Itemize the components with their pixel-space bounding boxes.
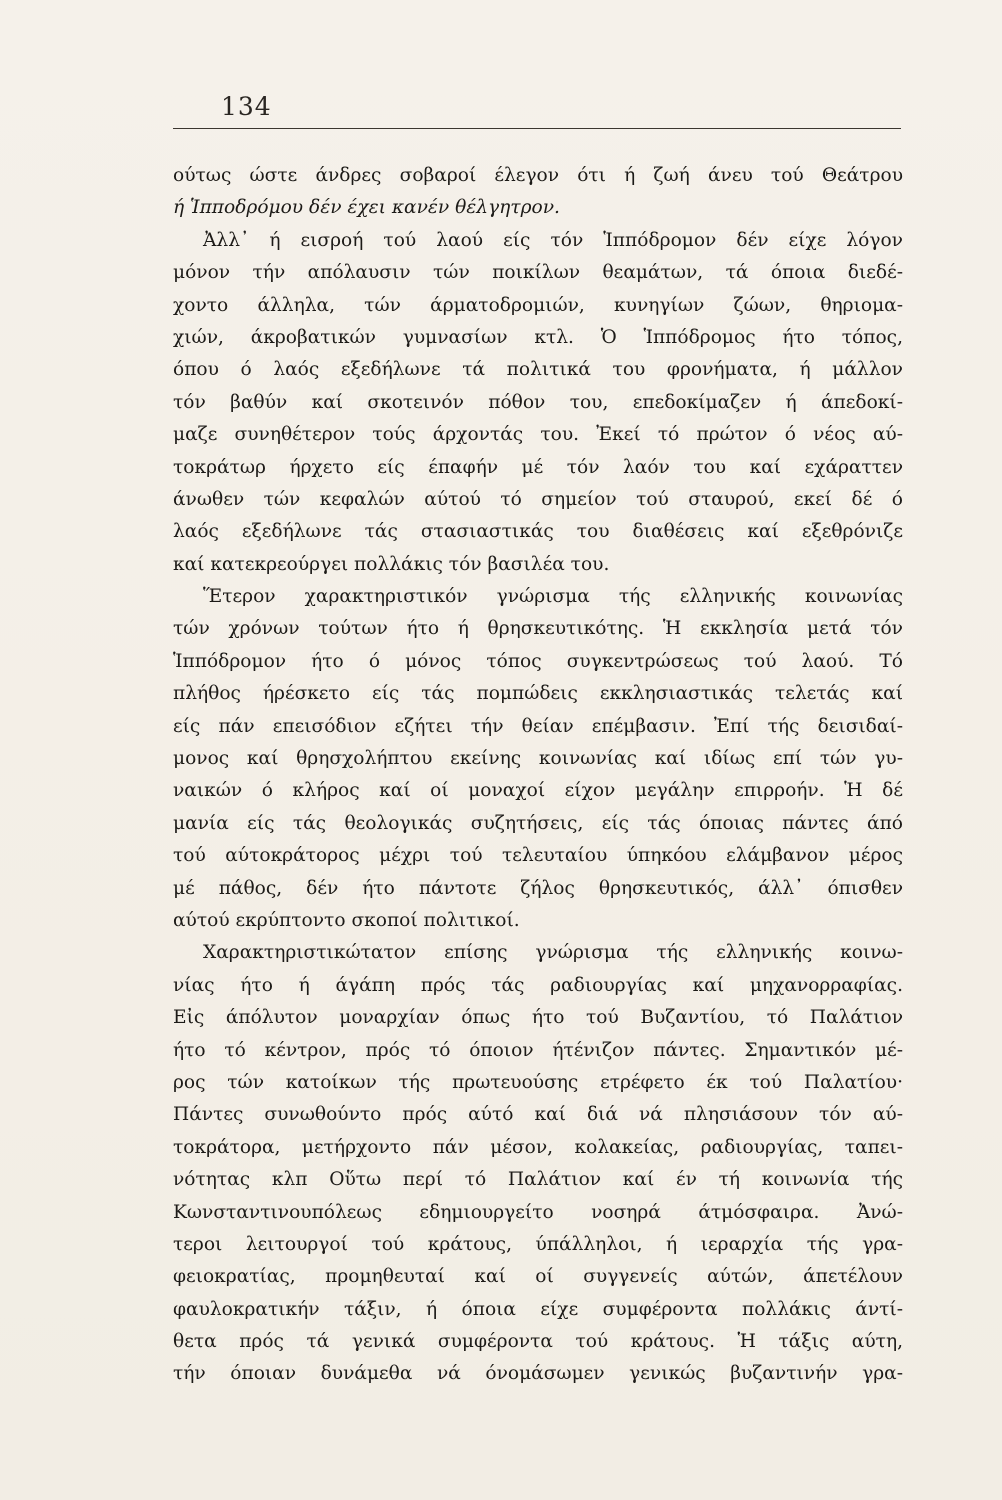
text-line: ή Ἱπποδρόμου δέν έχει κανέν θέλγητρον. bbox=[173, 197, 560, 219]
body-text bbox=[173, 160, 903, 1391]
text-line: νότητας κλπ Οὕτω περί τό Παλάτιον καί έν τή κοινωνία τής bbox=[173, 1169, 903, 1191]
text-line: ούτως ώστε άνδρες σοβαροί έλεγον ότι ή ζωή άνευ τού Θεάτρου bbox=[173, 165, 903, 186]
text-line: καί κατεκρεούργει πολλάκις τόν βασιλέα του. bbox=[173, 553, 610, 575]
text-line: ήτο τό κέντρον, πρός τό όποιον ήτένιζον πάντες. Σημαντικόν μέ- bbox=[173, 1039, 903, 1061]
text-line: μονος καί θρησχολήπτου εκείνης κοινωνίας καί ιδίως επί τών γυ- bbox=[173, 748, 903, 770]
text-line: Πάντες συνωθούντο πρός αύτό καί διά νά πλησιάσουν τόν αύ- bbox=[173, 1104, 903, 1126]
text-line: λαός εξεδήλωνε τάς στασιαστικάς του διαθέσεις καί εξεθρόνιζε bbox=[173, 521, 903, 543]
text-line: τεροι λειτουργοί τού κράτους, ύπάλληλοι, ή ιεραρχία τής γρα- bbox=[173, 1233, 903, 1255]
text-line: φειοκρατίας, προμηθευταί καί οί συγγενείς αύτών, άπετέλουν bbox=[173, 1266, 903, 1288]
text-line: Ἱππόδρομον ήτο ό μόνος τόπος συγκεντρώσεως τού λαού. Τό bbox=[173, 650, 903, 672]
text-line: τοκράτορα, μετήρχοντο πάν μέσον, κολακείας, ραδιουργίας, ταπει- bbox=[173, 1136, 903, 1158]
text-line: φαυλοκρατικήν τάξιν, ή όποια είχε συμφέροντα πολλάκις άντί- bbox=[173, 1298, 903, 1320]
page-number: 134 bbox=[221, 92, 272, 121]
header-rule bbox=[173, 128, 901, 129]
text-line: θετα πρός τά γενικά συμφέροντα τού κράτους. Ἡ τάξις αύτη, bbox=[173, 1331, 903, 1353]
text-line: Εἰς άπόλυτον μοναρχίαν όπως ήτο τού Βυζαντίου, τό Παλάτιον bbox=[173, 1007, 903, 1029]
text-line: μαζε συνηθέτερον τούς άρχοντάς του. Ἐκεί τό πρώτον ό νέος αύ- bbox=[173, 424, 903, 446]
text-line: τόν βαθύν καί σκοτεινόν πόθον του, επεδοκίμαζεν ή άπεδοκί- bbox=[173, 391, 903, 413]
text-line: τών χρόνων τούτων ήτο ή θρησκευτικότης. Ἡ εκκλησία μετά τόν bbox=[173, 618, 903, 640]
text-line: ναικών ό κλήρος καί οί μοναχοί είχον μεγάλην επιρροήν. Ἡ δέ bbox=[173, 780, 903, 802]
text-line: μανία είς τάς θεολογικάς συζητήσεις, είς τάς όποιας πάντες άπό bbox=[173, 812, 903, 834]
text-line: νίας ήτο ή άγάπη πρός τάς ραδιουργίας καί μηχανορραφίας. bbox=[173, 974, 903, 996]
text-line: τήν όποιαν δυνάμεθα νά όνομάσωμεν γενικώς βυζαντινήν γρα- bbox=[173, 1363, 903, 1385]
text-line: Ἕτερον χαρακτηριστικόν γνώρισμα τής ελληνικής κοινωνίας bbox=[203, 586, 903, 608]
text-line: όπου ό λαός εξεδήλωνε τά πολιτικά του φρονήματα, ή μάλλον bbox=[173, 359, 903, 381]
text-line: χιών, άκροβατικών γυμνασίων κτλ. Ὁ Ἱππόδρομος ήτο τόπος, bbox=[173, 326, 903, 348]
text-line: Κωνσταντινουπόλεως εδημιουργείτο νοσηρά άτμόσφαιρα. Ἀνώ- bbox=[173, 1201, 903, 1223]
text-line: τοκράτωρ ήρχετο είς έπαφήν μέ τόν λαόν του καί εχάραττεν bbox=[173, 456, 903, 478]
text-line: τού αύτοκράτορος μέχρι τού τελευταίου ύπηκόου ελάμβανον μέρος bbox=[173, 845, 903, 867]
text-line: είς πάν επεισόδιον εζήτει τήν θείαν επέμβασιν. Ἐπί τής δεισιδαί- bbox=[173, 715, 903, 737]
text-line: άνωθεν τών κεφαλών αύτού τό σημείον τού σταυρού, εκεί δέ ό bbox=[173, 488, 903, 510]
text-line: Ἀλλ᾽ ή εισροή τού λαού είς τόν Ἱππόδρομον δέν είχε λόγον bbox=[203, 229, 903, 251]
text-line: μέ πάθος, δέν ήτο πάντοτε ζήλος θρησκευτικός, άλλ᾽ όπισθεν bbox=[173, 877, 903, 899]
text-line: ρος τών κατοίκων τής πρωτευούσης ετρέφετο έκ τού Παλατίου· bbox=[173, 1071, 903, 1093]
text-line: Χαρακτηριστικώτατον επίσης γνώρισμα τής ελληνικής κοινω- bbox=[203, 942, 903, 964]
text-line: πλήθος ήρέσκετο είς τάς πομπώδεις εκκλησιαστικάς τελετάς καί bbox=[173, 683, 903, 705]
text-line: αύτού εκρύπτοντο σκοποί πολιτικοί. bbox=[173, 909, 520, 931]
text-line: μόνον τήν απόλαυσιν τών ποικίλων θεαμάτων, τά όποια διεδέ- bbox=[173, 262, 903, 284]
text-line: χοντο άλληλα, τών άρματοδρομιών, κυνηγίων ζώων, θηριομα- bbox=[173, 294, 903, 316]
